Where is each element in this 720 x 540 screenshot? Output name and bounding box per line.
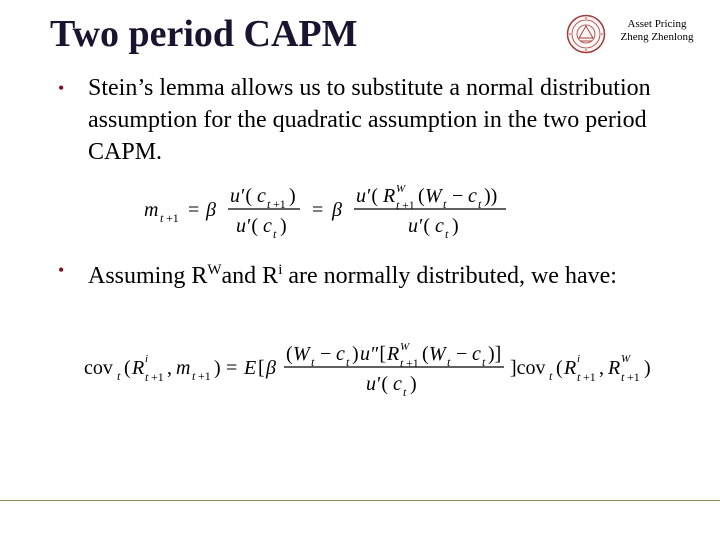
svg-text:′(: ′( <box>377 373 389 395</box>
svg-text:m: m <box>144 199 159 221</box>
svg-text:+1: +1 <box>151 370 164 384</box>
svg-text:′(: ′( <box>367 185 379 207</box>
svg-text:): ) <box>280 215 287 237</box>
svg-text:+1: +1 <box>406 356 419 370</box>
svg-text:′(: ′( <box>247 215 259 237</box>
svg-text:t: t <box>447 355 451 369</box>
svg-text:): ) <box>410 373 417 395</box>
svg-text:=: = <box>312 199 324 221</box>
svg-text:t: t <box>621 370 625 384</box>
svg-text:)]: )] <box>488 343 502 365</box>
svg-text:t: t <box>117 369 121 383</box>
bullet-item <box>58 254 658 292</box>
svg-text:u: u <box>366 373 376 395</box>
svg-text:β: β <box>266 357 276 379</box>
svg-text:): ) <box>452 215 459 237</box>
svg-text:t: t <box>445 227 449 240</box>
svg-text:t: t <box>273 227 277 240</box>
svg-text:−: − <box>452 185 464 207</box>
svg-text:+1: +1 <box>402 198 415 212</box>
svg-text:i: i <box>577 353 581 365</box>
svg-text:=: = <box>188 199 200 221</box>
course-name: Asset Pricing <box>627 18 687 30</box>
svg-text:t: t <box>400 356 404 370</box>
svg-text:t: t <box>267 197 271 211</box>
bullet-text-part: Assuming R <box>88 263 208 289</box>
bullet-text <box>88 254 658 292</box>
svg-text:]cov: ]cov <box>510 357 546 379</box>
svg-text:t: t <box>396 198 400 212</box>
svg-text:): ) <box>352 343 359 365</box>
svg-text:,: , <box>599 357 604 379</box>
svg-text:(: ( <box>422 343 429 365</box>
svg-text:t: t <box>311 355 315 369</box>
svg-text:=: = <box>226 357 238 379</box>
svg-text:t: t <box>160 211 164 225</box>
svg-text:β: β <box>206 199 216 221</box>
svg-text:−: − <box>456 343 468 365</box>
superscript-w: W <box>207 262 222 278</box>
svg-text:t: t <box>346 355 350 369</box>
svg-text:R: R <box>564 357 577 379</box>
author-name: Zheng Zhenlong <box>620 31 694 43</box>
svg-text:R: R <box>383 185 396 207</box>
bullet-text-part: are normally distributed, we have: <box>282 263 617 289</box>
svg-text:)): )) <box>484 185 498 207</box>
slide-title: Two period CAPM <box>50 13 358 55</box>
bullet-text: Stein’s lemma allows us to substitute a normal distribution assumption for the quadratic assumption in the two period CAPM. <box>88 75 651 165</box>
svg-text:R: R <box>387 343 400 365</box>
svg-text:t: t <box>443 197 447 211</box>
svg-text:c: c <box>257 185 266 207</box>
svg-text:′(: ′( <box>419 215 431 237</box>
bullet-dot-icon: • <box>58 260 65 280</box>
svg-text:t: t <box>482 355 486 369</box>
svg-text:+1: +1 <box>166 211 179 225</box>
svg-text:t: t <box>577 370 581 384</box>
svg-text:c: c <box>472 343 481 365</box>
svg-text:t: t <box>549 369 553 383</box>
svg-text:c: c <box>393 373 402 395</box>
header-meta <box>612 18 702 44</box>
svg-text:(: ( <box>286 343 293 365</box>
svg-text:m: m <box>176 357 191 379</box>
footer-divider <box>0 500 720 501</box>
svg-text:c: c <box>468 185 477 207</box>
university-seal-icon <box>566 14 606 54</box>
svg-text:″[: ″[ <box>371 343 386 365</box>
sdf-equation <box>140 176 540 240</box>
covariance-equation <box>80 334 660 404</box>
svg-text:): ) <box>644 357 651 379</box>
svg-text:−: − <box>320 343 332 365</box>
svg-text:): ) <box>214 357 221 379</box>
svg-text:(: ( <box>418 185 425 207</box>
svg-text:W: W <box>400 341 410 353</box>
svg-text:W: W <box>293 343 310 365</box>
svg-text:c: c <box>336 343 345 365</box>
svg-text:t: t <box>192 369 196 383</box>
svg-text:u: u <box>230 185 240 207</box>
svg-text:β: β <box>332 199 342 221</box>
bullet-item <box>58 72 658 168</box>
svg-text:′(: ′( <box>241 185 253 207</box>
svg-text:W: W <box>396 183 406 195</box>
svg-text:(: ( <box>124 357 131 379</box>
svg-text:u: u <box>360 343 370 365</box>
svg-text:+1: +1 <box>583 370 596 384</box>
bullet-text-part: and R <box>221 263 279 289</box>
svg-text:+1: +1 <box>273 197 286 211</box>
svg-text:+1: +1 <box>627 370 640 384</box>
svg-text:[: [ <box>258 357 265 379</box>
svg-text:R: R <box>608 357 621 379</box>
svg-text:R: R <box>132 357 145 379</box>
svg-text:c: c <box>435 215 444 237</box>
svg-text:t: t <box>478 197 482 211</box>
svg-text:W: W <box>425 185 442 207</box>
svg-text:E: E <box>244 357 257 379</box>
bullet-dot-icon: • <box>58 78 65 98</box>
svg-text:(: ( <box>556 357 563 379</box>
svg-text:,: , <box>167 357 172 379</box>
superscript-i: i <box>278 262 283 278</box>
svg-text:u: u <box>236 215 246 237</box>
svg-text:c: c <box>263 215 272 237</box>
svg-text:t: t <box>145 370 149 384</box>
svg-text:u: u <box>356 185 366 207</box>
svg-text:cov: cov <box>84 357 113 379</box>
svg-text:W: W <box>621 353 631 365</box>
svg-text:): ) <box>289 185 296 207</box>
svg-text:t: t <box>403 385 407 399</box>
svg-text:i: i <box>145 353 149 365</box>
svg-text:W: W <box>429 343 446 365</box>
svg-text:u: u <box>408 215 418 237</box>
svg-text:+1: +1 <box>198 369 211 383</box>
